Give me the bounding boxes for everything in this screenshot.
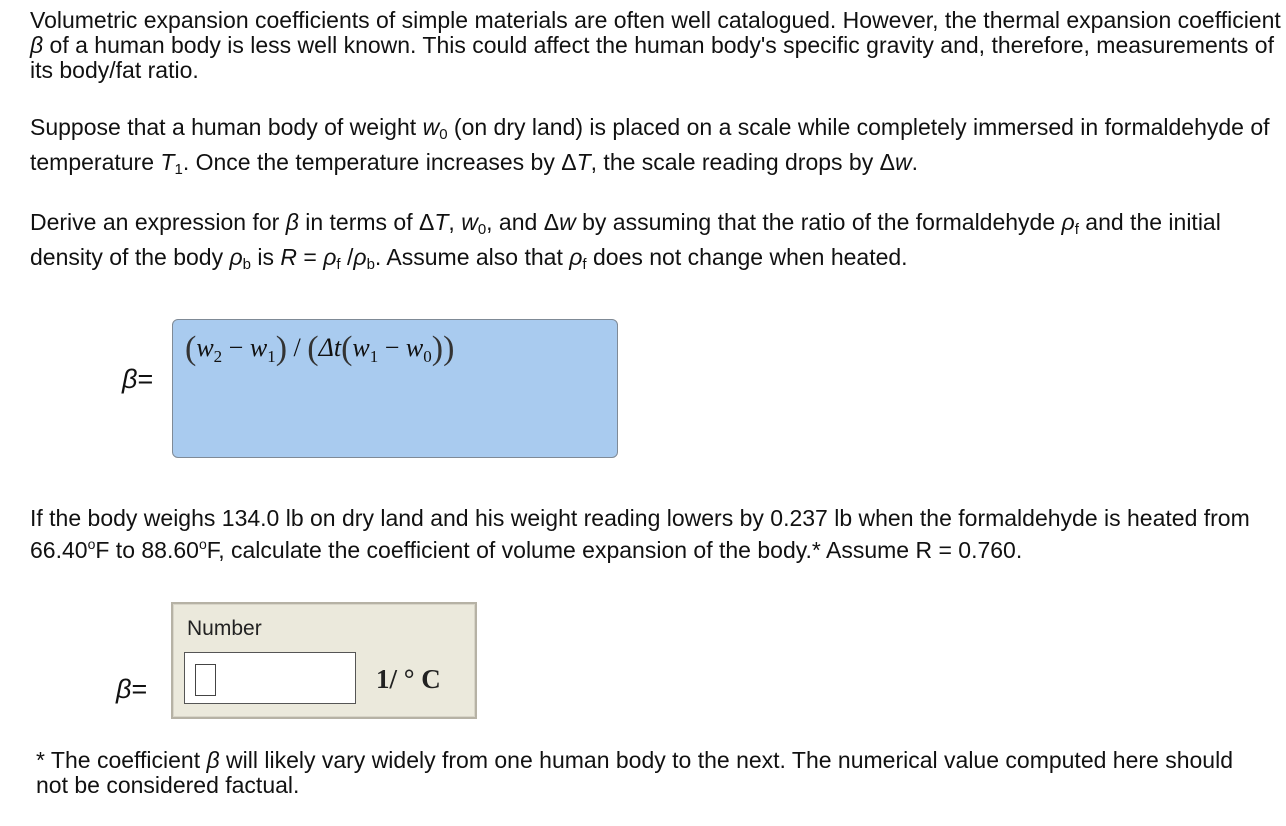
unit-label: 1/ ° C bbox=[376, 664, 441, 694]
number-input[interactable] bbox=[184, 652, 356, 704]
problem-derive-instruction: Derive an expression for β in terms of ΔT, $w_0$, and Δw by assuming that the ratio of the formaldehyde $\rho_f$ and the initial density of the body $\rho_b$ is $R = \rho_f$ $/\rho_b$. Assume also that $\rho_f$ does not change when heated. bbox=[30, 209, 1221, 273]
problem-numeric-instruction: If the body weighs 134.0 lb on dry land and his weight reading lowers by 0.237 lb when the formaldehyde is heated from 66.40$^o$F to 88.60$^o$F, calculate the coefficient of volume expansion of the body.* Assume R = 0.760. bbox=[30, 505, 1250, 563]
problem-setup: Suppose that a human body of weight $w_0$ (on dry land) is placed on a scale while completely immersed in formaldehyde of temperature $T_1$. Once the temperature increases by ΔT, the scale reading drops by Δw. bbox=[30, 114, 1270, 178]
symbolic-answer-formula: $(w_2 - w_1) / (\Delta t(w_1 - w_0))$ bbox=[185, 330, 455, 367]
footnote: * The coefficient β will likely vary widely from one human body to the next. The numerical value computed here should not be considered factual. bbox=[36, 747, 1233, 798]
numeric-beta-label: β= bbox=[116, 674, 148, 704]
numeric-answer-panel bbox=[171, 602, 477, 719]
problem-intro: Volumetric expansion coefficients of simple materials are often well catalogued. However, the thermal expansion coefficient β of a human body is less well known. This could affect the human body's specific gravity and, therefore, measurements of its body/fat ratio. bbox=[30, 7, 1281, 83]
number-label: Number bbox=[187, 617, 262, 640]
symbolic-beta-label: β= bbox=[122, 364, 154, 394]
symbolic-answer-field[interactable] bbox=[172, 319, 618, 458]
